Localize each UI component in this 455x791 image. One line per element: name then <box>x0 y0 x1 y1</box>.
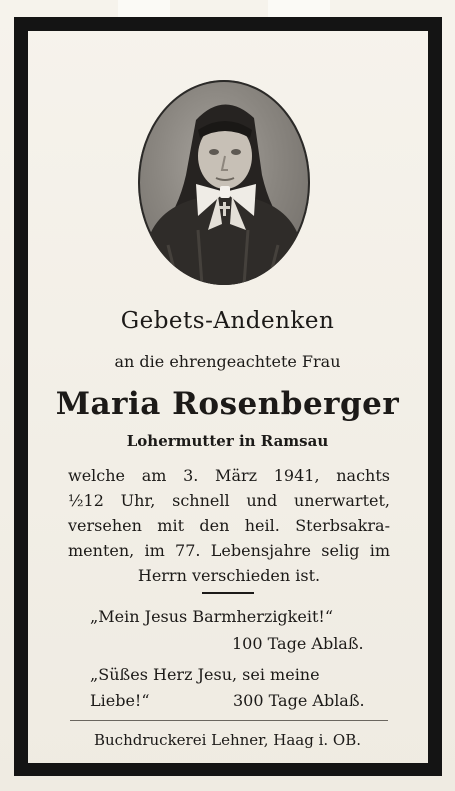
section-divider <box>202 592 254 594</box>
portrait-photo <box>138 80 310 285</box>
death-notice-text <box>68 463 390 588</box>
deceased-occupation: Lohermutter in Ramsau <box>126 432 329 450</box>
prayer-2-indulgence: 300 Tage Ablaß. <box>233 691 365 710</box>
body-line: ½12 Uhr, schnell und unerwartet, <box>68 491 390 510</box>
printer-credit: Buchdruckerei Lehner, Haag i. OB. <box>93 731 361 749</box>
card-title: Gebets-Andenken <box>120 308 335 334</box>
body-line: welche am 3. März 1941, nachts <box>68 466 390 485</box>
body-line: versehen mit den heil. Sterbsakra- <box>68 516 390 535</box>
prayer-2-text-line2: Liebe!“ <box>90 691 150 710</box>
body-line: Herrn verschieden ist. <box>137 566 321 585</box>
prayer-1-indulgence: 100 Tage Ablaß. <box>232 634 364 653</box>
prayer-1-text: „Mein Jesus Barmherzigkeit!“ <box>90 607 333 626</box>
deceased-name: Maria Rosenberger <box>55 386 400 422</box>
prayer-2-text-line1: „Süßes Herz Jesu, sei meine <box>90 665 320 684</box>
footer-rule <box>70 720 388 721</box>
nun-portrait-icon <box>138 80 310 285</box>
card-subtitle: an die ehrengeachtete Frau <box>114 352 341 371</box>
body-line: menten, im 77. Lebensjahre selig im <box>68 541 390 560</box>
